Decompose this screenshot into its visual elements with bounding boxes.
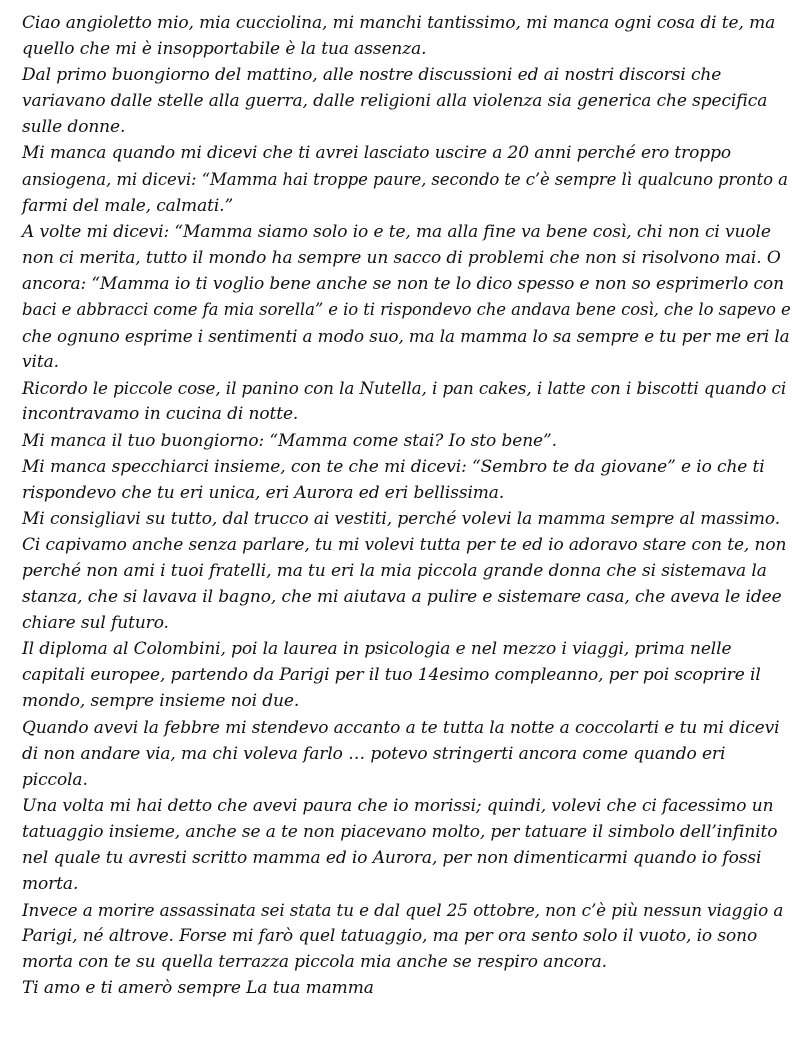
letter-line: Dal primo buongiorno del mattino, alle nostre discussioni ed ai nostri discorsi che: [22, 65, 722, 86]
letter-line: Invece a morire assassinata sei stata tu e dal quel 25 ottobre, non c’è più nessun viaggio a: [22, 900, 784, 921]
letter-line: Mi manca il tuo buongiorno: “Mamma come stai? Io sto bene”.: [22, 430, 557, 451]
letter-line: A volte mi dicevi: “Mamma siamo solo io e te, ma alla fine va bene così, chi non ci vuole: [22, 221, 771, 242]
letter-line: Il diploma al Colombini, poi la laurea in psicologia e nel mezzo i viaggi, prima nelle: [22, 639, 732, 660]
letter-signoff: Ti amo e ti amerò sempre La tua mamma: [22, 978, 374, 999]
letter-line: non ci merita, tutto il mondo ha sempre un sacco di problemi che non si risolvono mai. O: [22, 247, 781, 268]
letter-line: stanza, che si lavava il bagno, che mi aiutava a pulire e sistemare casa, che aveva le idee: [22, 587, 782, 608]
letter-line: Ciao angioletto mio, mia cucciolina, mi manchi tantissimo, mi manca ogni cosa di te, ma: [22, 13, 776, 33]
letter-line: Ricordo le piccole cose, il panino con la Nutella, i pan cakes, i latte con i biscotti quando ci: [22, 378, 787, 399]
letter-line: variavano dalle stelle alla guerra, dalle religioni alla violenza sia generica che specifica: [22, 91, 768, 112]
letter-line: capitali europee, partendo da Parigi per il tuo 14esimo compleanno, per poi scoprire il: [22, 665, 761, 686]
letter-line: perché non ami i tuoi fratelli, ma tu eri la mia piccola grande donna che si sistemava la: [22, 560, 767, 581]
letter-line: ancora: “Mamma io ti voglio bene anche se non te lo dico spesso e non so esprimerlo con: [22, 273, 784, 294]
letter-line: di non andare via, ma chi voleva farlo … potevo stringerti ancora come quando eri: [22, 743, 726, 764]
letter-line: Mi manca quando mi dicevi che ti avrei lasciato uscire a 20 anni perché ero troppo: [22, 143, 731, 164]
letter-body: [22, 10, 792, 1002]
letter-line: Ci capivamo anche senza parlare, tu mi volevi tutta per te ed io adoravo stare con te, non: [22, 534, 787, 555]
letter-line: Mi manca specchiarci insieme, con te che mi dicevi: “Sembro te da giovane” e io che ti: [22, 456, 765, 477]
letter-line: Una volta mi hai detto che avevi paura che io morissi; quindi, volevi che ci facessimo un: [22, 795, 774, 816]
letter-line: che ognuno esprime i sentimenti a modo suo, ma la mamma lo sa sempre e tu per me eri la: [22, 326, 790, 347]
letter-line: incontravamo in cucina di notte.: [22, 404, 299, 425]
letter-line: chiare sul futuro.: [22, 613, 169, 634]
letter-line: tatuaggio insieme, anche se a te non piacevano molto, per tatuare il simbolo dell’infinito: [22, 821, 778, 842]
letter-line: morta con te su quella terrazza piccola mia anche se respiro ancora.: [22, 952, 607, 973]
letter-line: farmi del male, calmati.”: [22, 195, 234, 216]
letter-line: vita.: [22, 352, 59, 373]
letter-line: baci e abbracci come fa mia sorella” e io ti rispondevo che andava bene così, che lo sapevo e: [22, 300, 791, 320]
letter-line: morta.: [22, 874, 79, 895]
letter-line: Mi consigliavi su tutto, dal trucco ai vestiti, perché volevi la mamma sempre al massimo.: [22, 508, 781, 529]
letter-line: Parigi, né altrove. Forse mi farò quel tatuaggio, ma per ora sento solo il vuoto, io sono: [22, 926, 758, 947]
letter-line: Quando avevi la febbre mi stendevo accanto a te tutta la notte a coccolarti e tu mi dicevi: [22, 717, 780, 738]
letter-line: ansiogena, mi dicevi: “Mamma hai troppe paure, secondo te c’è sempre lì qualcuno pronto a: [22, 169, 788, 189]
letter-line: rispondevo che tu eri unica, eri Aurora ed eri bellissima.: [22, 482, 505, 503]
letter-line: piccola.: [22, 769, 88, 790]
letter-line: sulle donne.: [22, 117, 126, 138]
letter-line: nel quale tu avresti scritto mamma ed io Aurora, per non dimenticarmi quando io fossi: [22, 848, 762, 868]
letter-line: quello che mi è insopportabile è la tua assenza.: [22, 39, 427, 60]
letter-line: mondo, sempre insieme noi due.: [22, 691, 300, 712]
